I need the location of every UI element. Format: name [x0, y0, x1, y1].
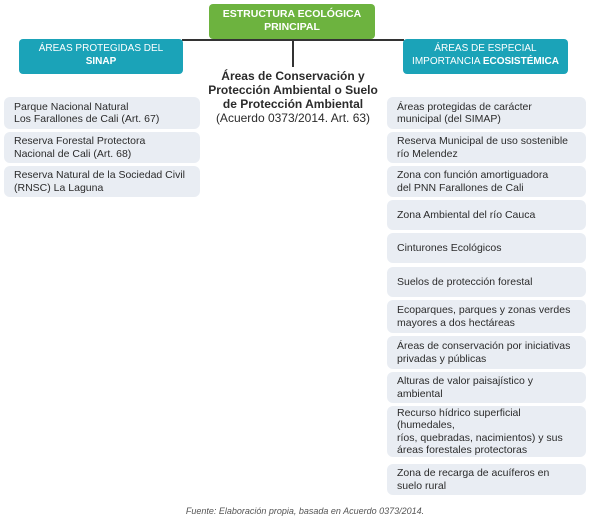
right-item [387, 406, 586, 457]
left-header-node [19, 39, 183, 74]
horizontal-connector-line [182, 39, 404, 41]
right-item-line: municipal (del SIMAP) [397, 113, 501, 125]
left-item-line: Parque Nacional Natural [14, 100, 129, 113]
left-item-line: Reserva Forestal Protectora [14, 135, 146, 147]
right-item-line: mayores a dos hectáreas [397, 316, 515, 329]
right-item [387, 97, 586, 129]
left-item-line: (RNSC) La Laguna [14, 181, 104, 194]
root-node [209, 4, 375, 39]
right-item [387, 200, 586, 230]
right-item-line: suelo rural [397, 479, 447, 492]
right-header-line1: ÁREAS DE ESPECIAL [434, 43, 537, 54]
right-item [387, 233, 586, 263]
left-item [4, 132, 200, 163]
right-item [387, 267, 586, 297]
right-item-line: Áreas protegidas de carácter [397, 100, 532, 113]
right-item [387, 132, 586, 163]
right-item-line: Reserva Municipal de uso sostenible [397, 135, 569, 147]
right-item-line: Recurso hídrico superficial (humedales, [397, 406, 521, 431]
left-header-line2: SINAP [85, 55, 117, 67]
center-title-line3: de Protección Ambiental [222, 97, 364, 111]
right-item-line: Alturas de valor paisajístico y [397, 375, 533, 387]
left-item [4, 166, 200, 197]
root-label-line2: PRINCIPAL [264, 21, 320, 33]
right-header-node [403, 39, 568, 74]
right-item-line: Zona Ambiental del río Cauca [397, 208, 536, 221]
left-item-line: Reserva Natural de la Sociedad Civil [14, 169, 185, 181]
right-item-line: Zona de recarga de acuíferos en [397, 467, 550, 479]
right-item-line: ríos, quebradas, nacimientos) y sus [397, 431, 563, 444]
right-item-line: Áreas de conservación por iniciativas [397, 340, 571, 352]
right-header-line2b: ECOSISTÉMICA [482, 55, 559, 67]
source-footnote: Fuente: Elaboración propia, basada en Acuerdo 0373/2014. [185, 506, 425, 516]
right-item-line: río Melendez [397, 147, 458, 160]
center-description [200, 69, 386, 125]
left-item-line: Nacional de Cali (Art. 68) [14, 147, 132, 160]
center-title-line1: Áreas de Conservación y [221, 69, 365, 83]
right-header-line2a: IMPORTANCIA [412, 55, 483, 67]
left-item-line: Los Farallones de Cali (Art. 67) [14, 113, 160, 125]
right-item [387, 300, 586, 333]
right-item-line: ambiental [397, 387, 443, 400]
right-item-line: Cinturones Ecológicos [397, 241, 502, 254]
right-item [387, 464, 586, 495]
right-item-line: Suelos de protección forestal [397, 275, 533, 288]
right-item [387, 166, 586, 197]
right-item [387, 336, 586, 369]
root-connector-line [292, 39, 294, 67]
right-item-line: Ecoparques, parques y zonas verdes [397, 304, 571, 316]
right-item-line: del PNN Farallones de Cali [397, 181, 524, 194]
center-title-line2: Protección Ambiental o Suelo [208, 83, 378, 97]
right-item-line: privadas y públicas [397, 352, 487, 365]
center-note: (Acuerdo 0373/2014. Art. 63) [215, 111, 371, 125]
right-item [387, 372, 586, 403]
right-item-line: Zona con función amortiguadora [397, 169, 549, 181]
right-item-line: áreas forestales protectoras [397, 444, 528, 456]
left-item [4, 97, 200, 129]
left-header-line1: ÁREAS PROTEGIDAS DEL [38, 43, 164, 54]
root-label-line1: ESTRUCTURA ECOLÓGICA [222, 8, 362, 20]
